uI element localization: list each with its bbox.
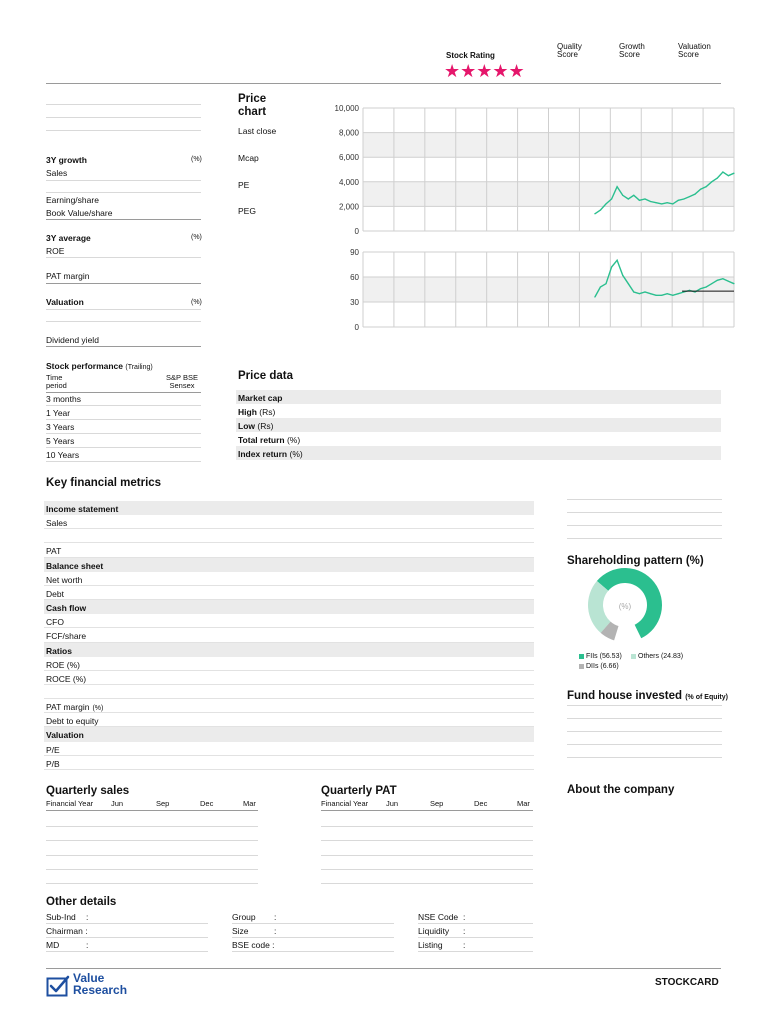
data-point	[628, 283, 629, 284]
data-point	[633, 291, 634, 292]
data-point	[717, 280, 718, 281]
price-row: Low (Rs)	[238, 421, 274, 431]
growth-unit: (%)	[191, 156, 202, 163]
quarterly-sales-title: Quarterly sales	[46, 785, 130, 797]
colon: :	[86, 912, 89, 922]
metrics-row-label: P/E	[46, 744, 60, 755]
qs-col: Sep	[156, 799, 170, 808]
colon: :	[463, 940, 466, 950]
fund-house-title: Fund house invested (% of Equity)	[567, 690, 728, 702]
quarterly-pat-title: Quarterly PAT	[321, 785, 397, 797]
data-point	[700, 288, 701, 289]
average-unit: (%)	[191, 234, 202, 241]
average-roe: ROE	[46, 246, 65, 256]
data-point	[689, 196, 690, 197]
data-point	[706, 286, 707, 287]
other-details-title: Other details	[46, 896, 117, 908]
perf-row: 5 Years	[46, 436, 75, 446]
peg-label: PEG	[238, 206, 256, 216]
data-point	[717, 178, 718, 179]
data-point	[617, 260, 618, 261]
colon: :	[274, 912, 277, 922]
qs-col: Mar	[243, 799, 256, 808]
data-point	[644, 291, 645, 292]
price-line-chart	[335, 104, 735, 236]
data-point	[728, 281, 729, 282]
key-metrics-table	[44, 501, 534, 771]
metrics-section-header: Ratios	[46, 645, 72, 656]
data-point	[594, 296, 595, 297]
shareholding-donut	[580, 568, 705, 648]
data-point	[605, 203, 606, 204]
data-point	[617, 186, 618, 187]
y-tick-label: 30	[350, 298, 359, 307]
sub-ind-label: Sub-Ind	[46, 912, 76, 922]
stock-rating-label: Stock Rating	[446, 51, 495, 60]
data-point	[672, 203, 673, 204]
data-point	[628, 198, 629, 199]
data-point	[655, 202, 656, 203]
valuation-title: Valuation	[46, 297, 84, 307]
y-tick-label: 0	[354, 227, 359, 236]
metrics-row-label: Sales	[46, 518, 68, 529]
y-tick-label: 0	[354, 323, 359, 332]
qp-col: Sep	[430, 799, 444, 808]
qp-col: Financial Year	[321, 799, 369, 808]
metrics-row-label: ROCE (%)	[46, 673, 87, 684]
price-row: High (Rs)	[238, 407, 276, 417]
data-point	[622, 275, 623, 276]
data-point	[733, 173, 734, 174]
legend-fii: FIIs (56.53)	[579, 653, 622, 660]
metrics-section-header: Cash flow	[46, 603, 87, 614]
data-point	[622, 195, 623, 196]
growth-sales: Sales	[46, 168, 68, 178]
data-point	[722, 171, 723, 172]
metrics-row-label: P/B	[46, 758, 60, 769]
metrics-section-header: Income statement	[46, 504, 119, 514]
data-point	[639, 293, 640, 294]
data-point	[678, 200, 679, 201]
data-point	[733, 283, 734, 284]
key-metrics-title: Key financial metrics	[46, 477, 162, 489]
data-point	[650, 201, 651, 202]
colon: :	[86, 940, 89, 950]
price-data-title: Price data	[238, 370, 293, 382]
liquidity-label: Liquidity	[418, 926, 450, 936]
quality-score-label: Quality Score	[557, 42, 582, 59]
qp-col: Dec	[474, 799, 488, 808]
price-row: Index return (%)	[238, 449, 303, 459]
metrics-section-header: Balance sheet	[46, 560, 104, 571]
data-point	[711, 283, 712, 284]
header-divider	[46, 83, 721, 84]
chairman-label: Chairman :	[46, 926, 88, 936]
legend-others: Others (24.83)	[631, 653, 683, 660]
data-point	[611, 266, 612, 267]
y-tick-label: 2,000	[338, 202, 359, 212]
y-tick-label: 60	[350, 273, 359, 282]
data-point	[722, 278, 723, 279]
left-panel	[46, 92, 201, 462]
listing-label: Listing	[418, 940, 443, 950]
metrics-row-label: Debt to equity	[46, 716, 99, 727]
metrics-section-header: Valuation	[46, 730, 84, 741]
colon: :	[463, 926, 466, 936]
performance-col-sensex: S&P BSE Sensex	[166, 373, 198, 390]
mcap-label: Mcap	[238, 153, 259, 163]
price-row: Market cap	[238, 393, 283, 403]
qp-col: Jun	[386, 799, 399, 808]
growth-score-label: Growth Score	[619, 42, 645, 59]
data-point	[611, 198, 612, 199]
data-point	[655, 295, 656, 296]
group-label: Group	[232, 912, 256, 922]
data-point	[639, 200, 640, 201]
data-point	[700, 189, 701, 190]
data-point	[694, 194, 695, 195]
y-tick-label: 6,000	[338, 153, 359, 163]
data-point	[683, 198, 684, 199]
y-tick-label: 4,000	[338, 177, 359, 187]
metrics-row-label: Net worth	[46, 574, 83, 585]
size-label: Size	[232, 926, 249, 936]
data-point	[600, 209, 601, 210]
footer-divider	[46, 968, 721, 969]
qs-col: Jun	[111, 799, 124, 808]
rating-stars-icon: ★★★★★	[444, 61, 525, 81]
md-label: MD	[46, 940, 60, 950]
colon: :	[463, 912, 466, 922]
perf-row: 10 Years	[46, 450, 80, 460]
data-point	[711, 181, 712, 182]
data-point	[600, 286, 601, 287]
pe-label: PE	[238, 180, 250, 190]
qp-col: Mar	[517, 799, 530, 808]
bse-code-label: BSE code :	[232, 940, 275, 950]
perf-row: 1 Year	[46, 408, 71, 418]
price-chart-svg	[325, 100, 740, 340]
price-data-table	[236, 390, 721, 462]
data-point	[672, 295, 673, 296]
nse-code-label: NSE Code	[418, 912, 459, 922]
y-tick-label: 8,000	[338, 128, 359, 138]
data-point	[661, 203, 662, 204]
qs-col: Financial Year	[46, 799, 94, 808]
perf-row: 3 Years	[46, 422, 75, 432]
data-point	[728, 175, 729, 176]
performance-col-time: Time period	[46, 373, 67, 390]
valuation-score-label: Valuation Score	[678, 42, 711, 59]
metrics-row-label: PAT	[46, 546, 62, 557]
data-point	[644, 198, 645, 199]
average-title: 3Y average	[46, 233, 91, 243]
y-tick-label: 10,000	[334, 104, 359, 113]
growth-title: 3Y growth	[46, 155, 87, 165]
data-point	[667, 202, 668, 203]
data-point	[667, 293, 668, 294]
data-point	[650, 293, 651, 294]
metrics-row-label: ROE (%)	[46, 659, 80, 670]
data-point	[661, 295, 662, 296]
legend-dii: DIIs (6.66)	[579, 663, 619, 670]
about-title: About the company	[567, 784, 675, 796]
last-close-label: Last close	[238, 126, 277, 136]
metrics-row-label: CFO	[46, 617, 64, 628]
price-chart-title: Price chart	[238, 93, 267, 118]
growth-eps: Earning/share	[46, 195, 99, 205]
data-point	[594, 213, 595, 214]
dividend-yield: Dividend yield	[46, 335, 99, 345]
donut-center-label: (%)	[618, 602, 632, 611]
data-point	[605, 283, 606, 284]
performance-title: Stock performance (Trailing)	[46, 361, 153, 371]
data-point	[706, 186, 707, 187]
metrics-row-label: Debt	[46, 588, 64, 599]
average-pat-margin: PAT margin	[46, 271, 90, 281]
pe-line-chart	[350, 248, 735, 332]
growth-bv: Book Value/share	[46, 208, 113, 218]
brand-name: Value Research	[73, 971, 128, 997]
perf-row: 3 months	[46, 394, 81, 404]
value-research-logo-icon	[46, 974, 70, 998]
colon: :	[274, 926, 277, 936]
valuation-unit: (%)	[191, 299, 202, 306]
qs-col: Dec	[200, 799, 214, 808]
metrics-row-label: FCF/share	[46, 631, 87, 642]
price-row: Total return (%)	[238, 435, 301, 445]
stockcard-label: STOCKCARD	[655, 977, 719, 988]
metrics-row-label: PAT margin (%)	[46, 702, 104, 713]
data-point	[678, 293, 679, 294]
shareholding-title: Shareholding pattern (%)	[567, 555, 704, 567]
y-tick-label: 90	[350, 248, 359, 257]
data-point	[633, 195, 634, 196]
